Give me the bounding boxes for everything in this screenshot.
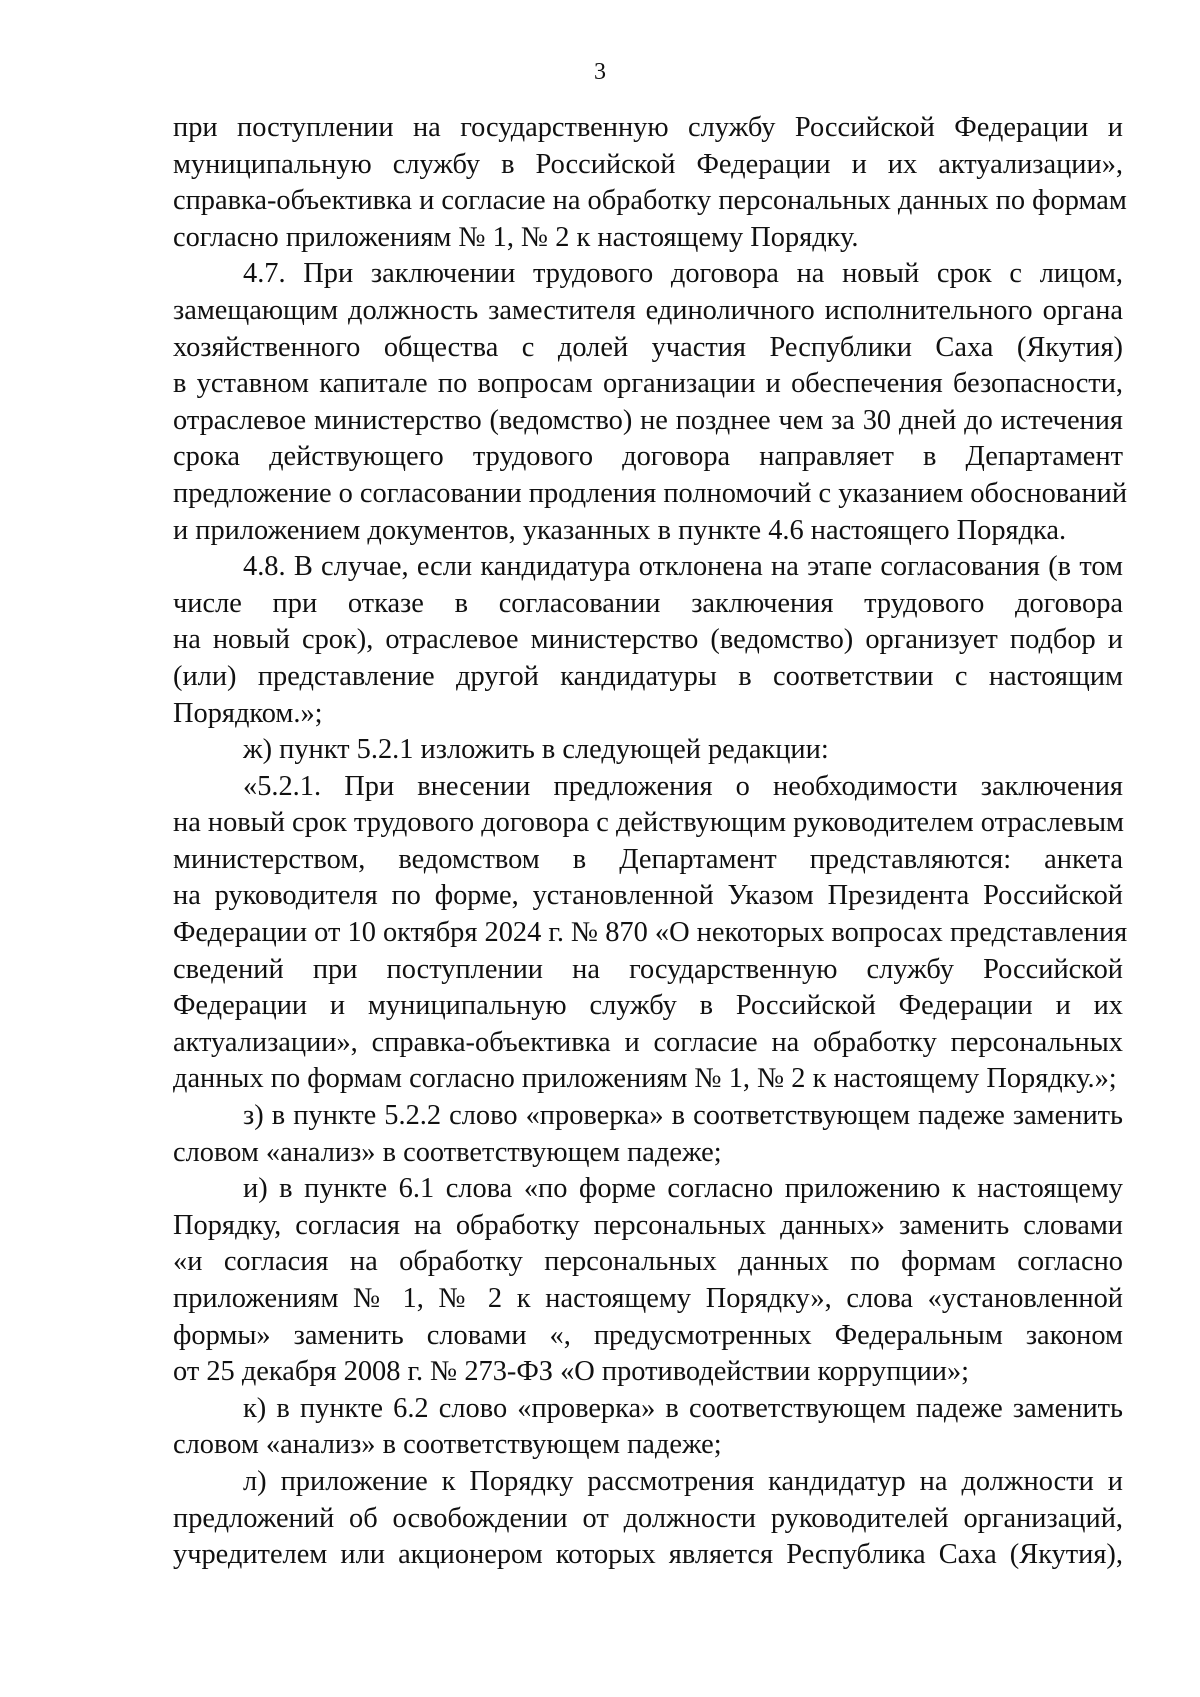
text-line: на руководителя по форме, установленной Указом Президента Российской <box>173 880 1123 912</box>
text-line: и) в пункте 6.1 слова «по форме согласно приложению к настоящему <box>243 1173 1123 1205</box>
text-line: 4.8. В случае, если кандидатура отклонена на этапе согласования (в том <box>243 551 1123 583</box>
text-line: предложений об освобождении от должности руководителей организаций, <box>173 1502 1123 1534</box>
text-line: ж) пункт 5.2.1 изложить в следующей редакции: <box>243 734 829 766</box>
text-line: муниципальную службу в Российской Федерации и их актуализации», <box>173 148 1123 180</box>
text-line: и приложением документов, указанных в пункте 4.6 настоящего Порядка. <box>173 514 1067 546</box>
text-line: согласно приложениям № 1, № 2 к настоящему Порядку. <box>173 221 859 253</box>
paragraph-item-z <box>173 1098 1123 1171</box>
text-line: хозяйственного общества с долей участия Республики Саха (Якутия) <box>173 331 1123 363</box>
text-line: л) приложение к Порядку рассмотрения кандидатур на должности и <box>243 1465 1123 1497</box>
page-number: 3 <box>594 59 606 85</box>
text-line: от 25 декабря 2008 г. № 273-ФЗ «О противодействии коррупции»; <box>173 1356 970 1388</box>
text-line: отраслевое министерство (ведомство) не позднее чем за 30 дней до истечения <box>173 404 1123 436</box>
paragraph-item-i <box>173 1171 1123 1391</box>
text-line: з) в пункте 5.2.2 слово «проверка» в соответствующем падеже заменить <box>243 1100 1123 1132</box>
text-line: числе при отказе в согласовании заключения трудового договора <box>173 587 1123 619</box>
text-line: Порядком.»; <box>173 697 323 729</box>
text-line: предложение о согласовании продления полномочий с указанием обоснований <box>173 477 1128 509</box>
text-line: «и согласия на обработку персональных данных по формам согласно <box>173 1246 1123 1278</box>
paragraph-4-8 <box>173 549 1123 732</box>
paragraph-5-2-1 <box>173 769 1128 1098</box>
paragraph-item-l <box>173 1464 1123 1574</box>
text-line: актуализации», справка-объективка и согласие на обработку персональных <box>173 1026 1123 1058</box>
paragraph-continuation <box>173 110 1127 256</box>
text-line: приложениям № 1, № 2 к настоящему Порядку», слова «установленной <box>173 1283 1123 1314</box>
text-line: министерством, ведомством в Департамент представляются: анкета <box>173 843 1123 875</box>
text-line: справка-объективка и согласие на обработку персональных данных по формам <box>173 185 1127 217</box>
paragraph-item-k <box>173 1391 1123 1464</box>
text-line: 4.7. При заключении трудового договора на новый срок с лицом, <box>243 258 1123 290</box>
text-line: на новый срок), отраслевое министерство (ведомство) организует подбор и <box>173 624 1123 656</box>
text-line: словом «анализ» в соответствующем падеже; <box>173 1429 722 1461</box>
text-line: «5.2.1. При внесении предложения о необходимости заключения <box>243 770 1123 802</box>
text-line: сведений при поступлении на государственную службу Российской <box>173 953 1123 985</box>
document-body <box>173 110 1128 1574</box>
text-line: формы» заменить словами «, предусмотренных Федеральным законом <box>173 1319 1123 1351</box>
text-line: словом «анализ» в соответствующем падеже; <box>173 1136 722 1168</box>
paragraph-item-zh <box>173 732 1123 769</box>
text-line: данных по формам согласно приложениям № 1, № 2 к настоящему Порядку.»; <box>173 1063 1117 1095</box>
text-line: при поступлении на государственную службу Российской Федерации и <box>173 112 1123 143</box>
text-line: Федерации и муниципальную службу в Российской Федерации и их <box>173 990 1123 1022</box>
text-line: Порядку, согласия на обработку персональных данных» заменить словами <box>173 1209 1123 1241</box>
text-line: срока действующего трудового договора направляет в Департамент <box>173 441 1123 473</box>
text-line: замещающим должность заместителя единоличного исполнительного органа <box>173 294 1123 326</box>
text-line: учредителем или акционером которых является Республика Саха (Якутия), <box>173 1539 1123 1571</box>
text-line: на новый срок трудового договора с действующим руководителем отраслевым <box>173 807 1124 839</box>
paragraph-4-7 <box>173 256 1128 549</box>
text-line: к) в пункте 6.2 слово «проверка» в соответствующем падеже заменить <box>243 1392 1123 1424</box>
text-line: (или) представление другой кандидатуры в соответствии с настоящим <box>173 660 1123 692</box>
text-line: в уставном капитале по вопросам организации и обеспечения безопасности, <box>173 368 1123 400</box>
text-line: Федерации от 10 октября 2024 г. № 870 «О некоторых вопросах представления <box>173 917 1128 949</box>
